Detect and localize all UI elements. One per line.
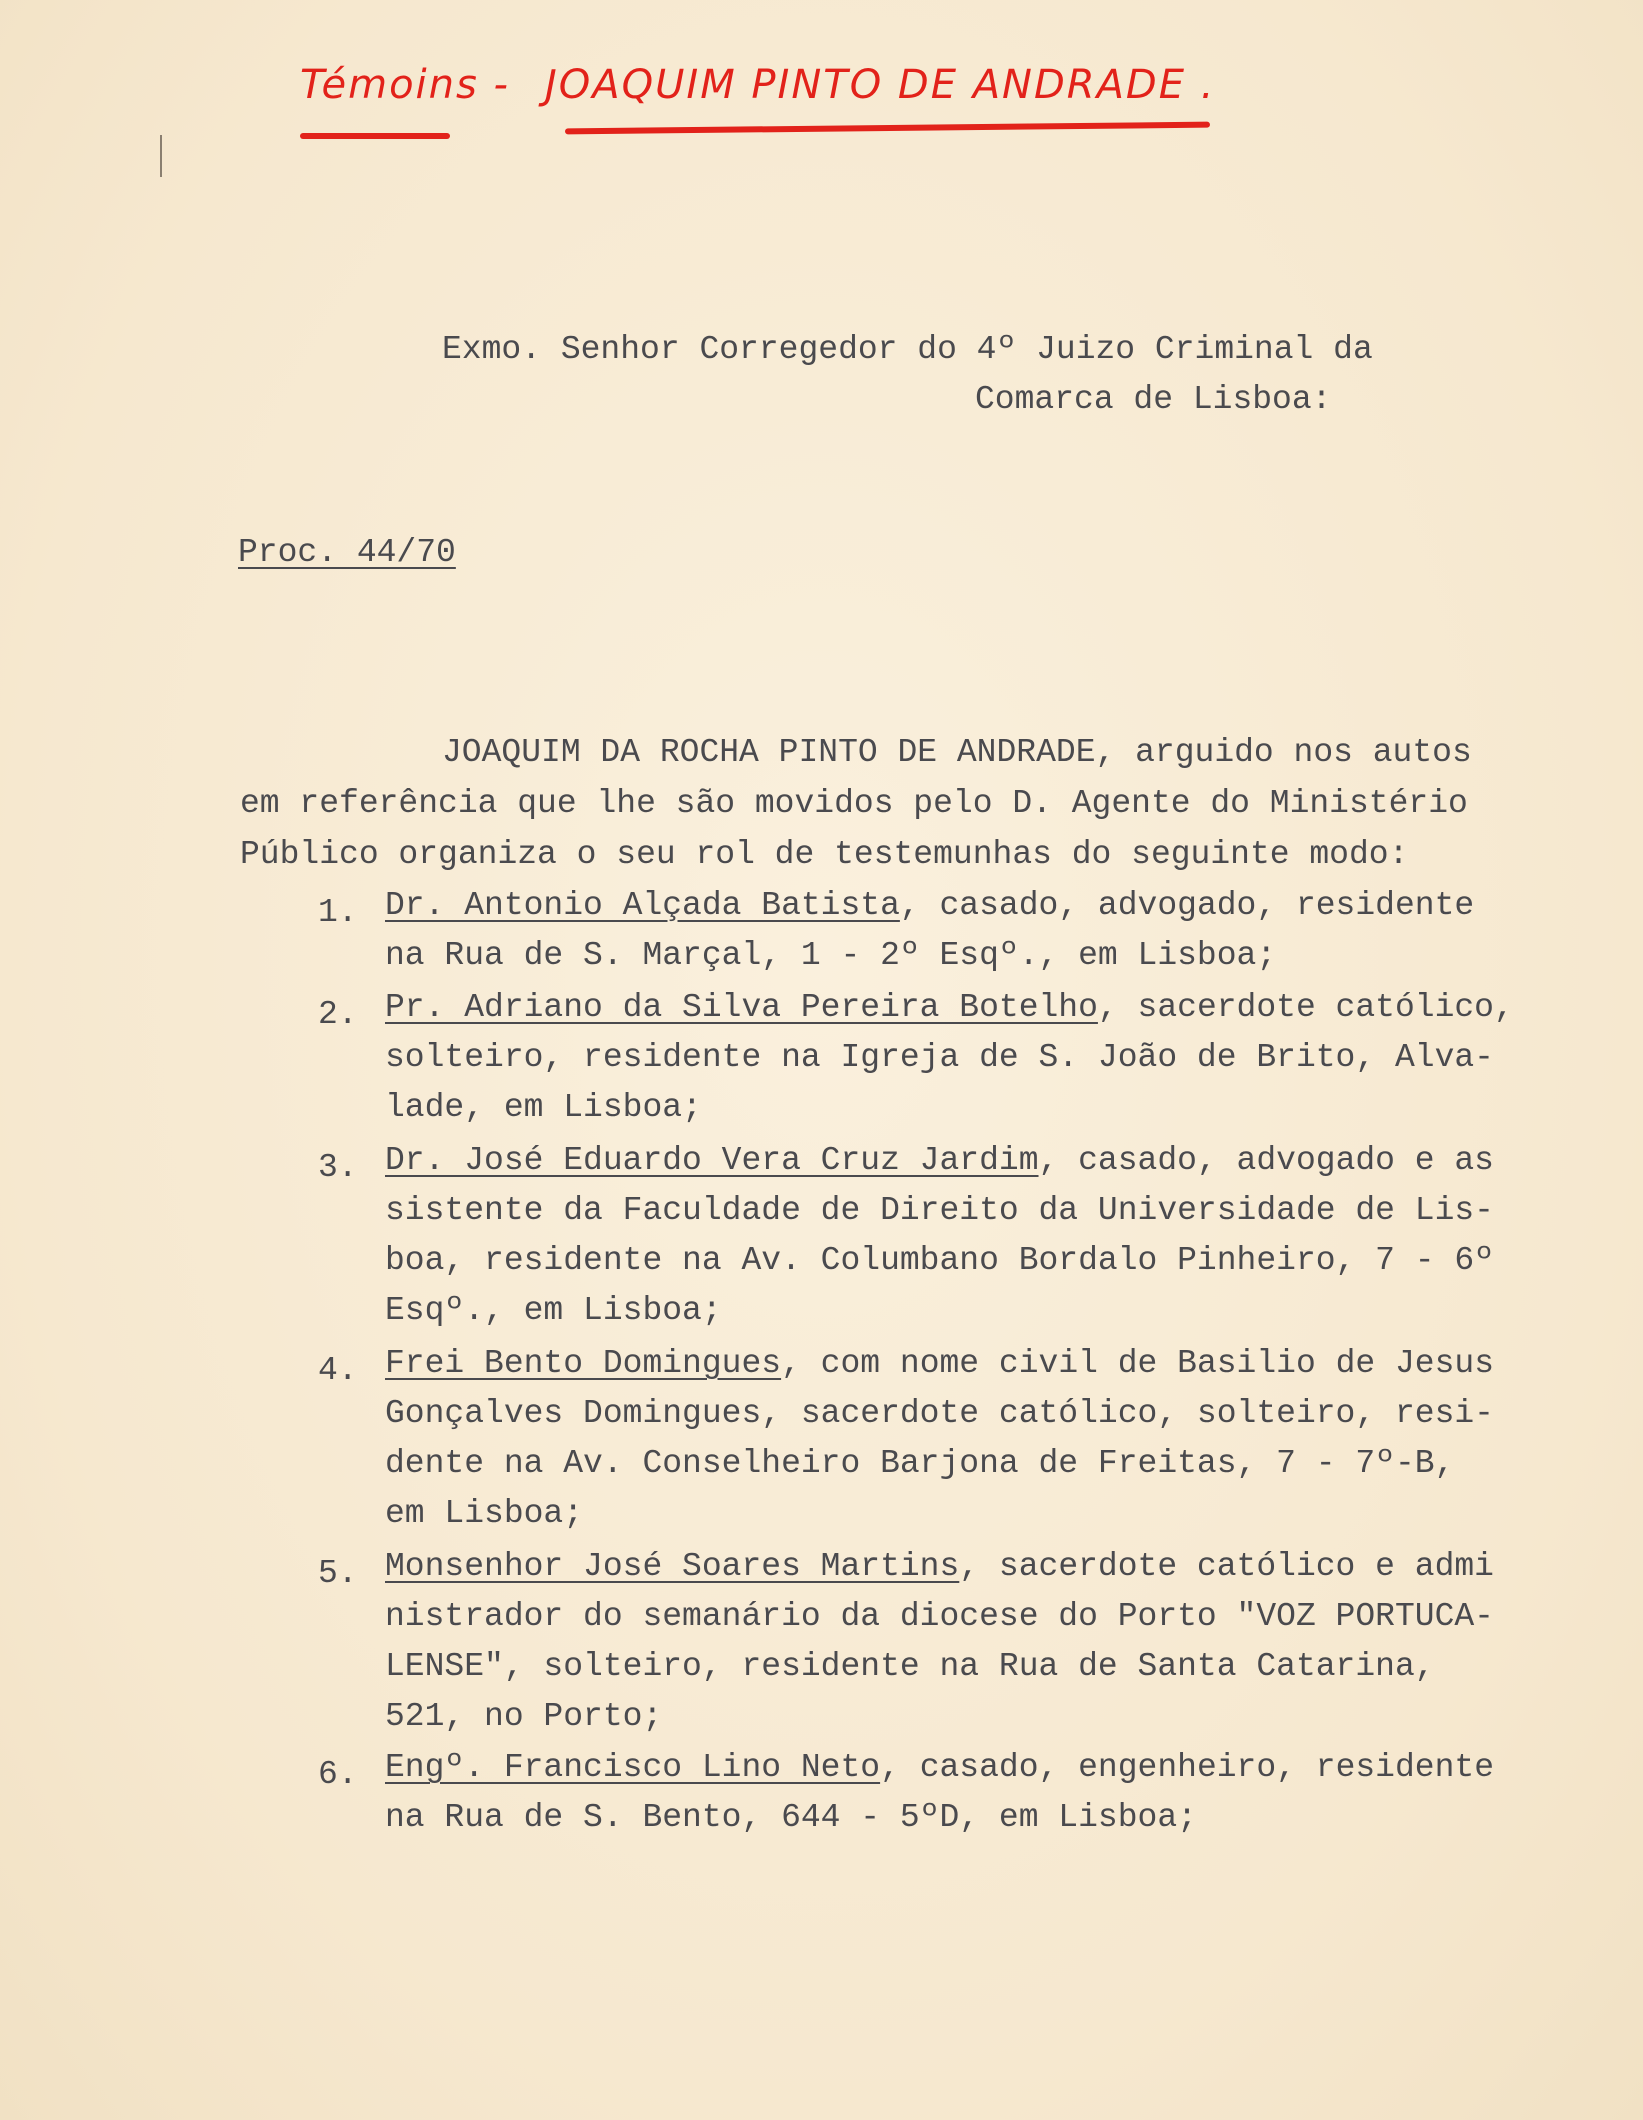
witness-entry-4	[385, 1339, 1565, 1539]
witness-text: nistrador do semanário da diocese do Porto "VOZ PORTUCA-	[385, 1598, 1494, 1635]
witness-name: Dr. Antonio Alçada Batista	[385, 887, 900, 924]
intro-line-1: JOAQUIM DA ROCHA PINTO DE ANDRADE, arguido nos autos	[442, 734, 1472, 771]
witness-entry-2	[385, 983, 1565, 1133]
addressee-line-2: Comarca de Lisboa:	[975, 381, 1332, 418]
witness-name: Dr. José Eduardo Vera Cruz Jardim	[385, 1142, 1039, 1179]
handwritten-name: JOAQUIM PINTO DE ANDRADE .	[545, 62, 1216, 108]
witness-text: , sacerdote católico e admi	[959, 1548, 1494, 1585]
witness-number: 5.	[318, 1555, 358, 1592]
witness-text: , casado, advogado, residente	[899, 887, 1475, 924]
witness-text: solteiro, residente na Igreja de S. João de Brito, Alva-	[385, 1039, 1494, 1076]
witness-name: Monsenhor José Soares Martins	[385, 1548, 960, 1585]
witness-text: , sacerdote católico,	[1097, 989, 1514, 1026]
witness-text: , casado, advogado e as	[1038, 1142, 1494, 1179]
witness-text: Gonçalves Domingues, sacerdote católico, solteiro, resi-	[385, 1395, 1494, 1432]
witness-name: Engº. Francisco Lino Neto	[385, 1749, 881, 1786]
handwritten-label: Témoins -	[300, 62, 510, 108]
addressee-line-1: Exmo. Senhor Corregedor do 4º Juizo Criminal da	[442, 331, 1373, 368]
margin-mark	[160, 135, 162, 177]
witness-text: na Rua de S. Bento, 644 - 5ºD, em Lisboa;	[385, 1799, 1197, 1836]
witness-text: LENSE", solteiro, residente na Rua de Santa Catarina,	[385, 1648, 1435, 1685]
intro-line-2: em referência que lhe são movidos pelo D. Agente do Ministério	[240, 785, 1468, 822]
witness-number: 4.	[318, 1352, 358, 1389]
witness-text: boa, residente na Av. Columbano Bordalo Pinheiro, 7 - 6º	[385, 1242, 1494, 1279]
witness-entry-1	[385, 881, 1565, 981]
handwritten-underline-label	[300, 133, 450, 139]
witness-text: na Rua de S. Marçal, 1 - 2º Esqº., em Lisboa;	[385, 937, 1277, 974]
witness-number: 2.	[318, 996, 358, 1033]
witness-number: 6.	[318, 1756, 358, 1793]
case-reference: Proc. 44/70	[238, 534, 456, 571]
witness-number: 3.	[318, 1149, 358, 1186]
witness-entry-5	[385, 1542, 1565, 1742]
witness-text: sistente da Faculdade de Direito da Universidade de Lis-	[385, 1192, 1494, 1229]
witness-text: lade, em Lisboa;	[385, 1089, 702, 1126]
witness-text: 521, no Porto;	[385, 1698, 663, 1735]
witness-number: 1.	[318, 894, 358, 931]
witness-entry-6	[385, 1743, 1565, 1843]
witness-entry-3	[385, 1136, 1565, 1336]
witness-text: dente na Av. Conselheiro Barjona de Freitas, 7 - 7º-B,	[385, 1445, 1455, 1482]
witness-name: Pr. Adriano da Silva Pereira Botelho	[385, 989, 1098, 1026]
witness-name: Frei Bento Domingues	[385, 1345, 782, 1382]
handwritten-underline-name	[565, 122, 1210, 135]
witness-text: , com nome civil de Basilio de Jesus	[781, 1345, 1494, 1382]
intro-line-3: Público organiza o seu rol de testemunhas do seguinte modo:	[240, 836, 1409, 873]
witness-text: em Lisboa;	[385, 1495, 584, 1532]
witness-text: , casado, engenheiro, residente	[880, 1749, 1494, 1786]
witness-text: Esqº., em Lisboa;	[385, 1292, 722, 1329]
